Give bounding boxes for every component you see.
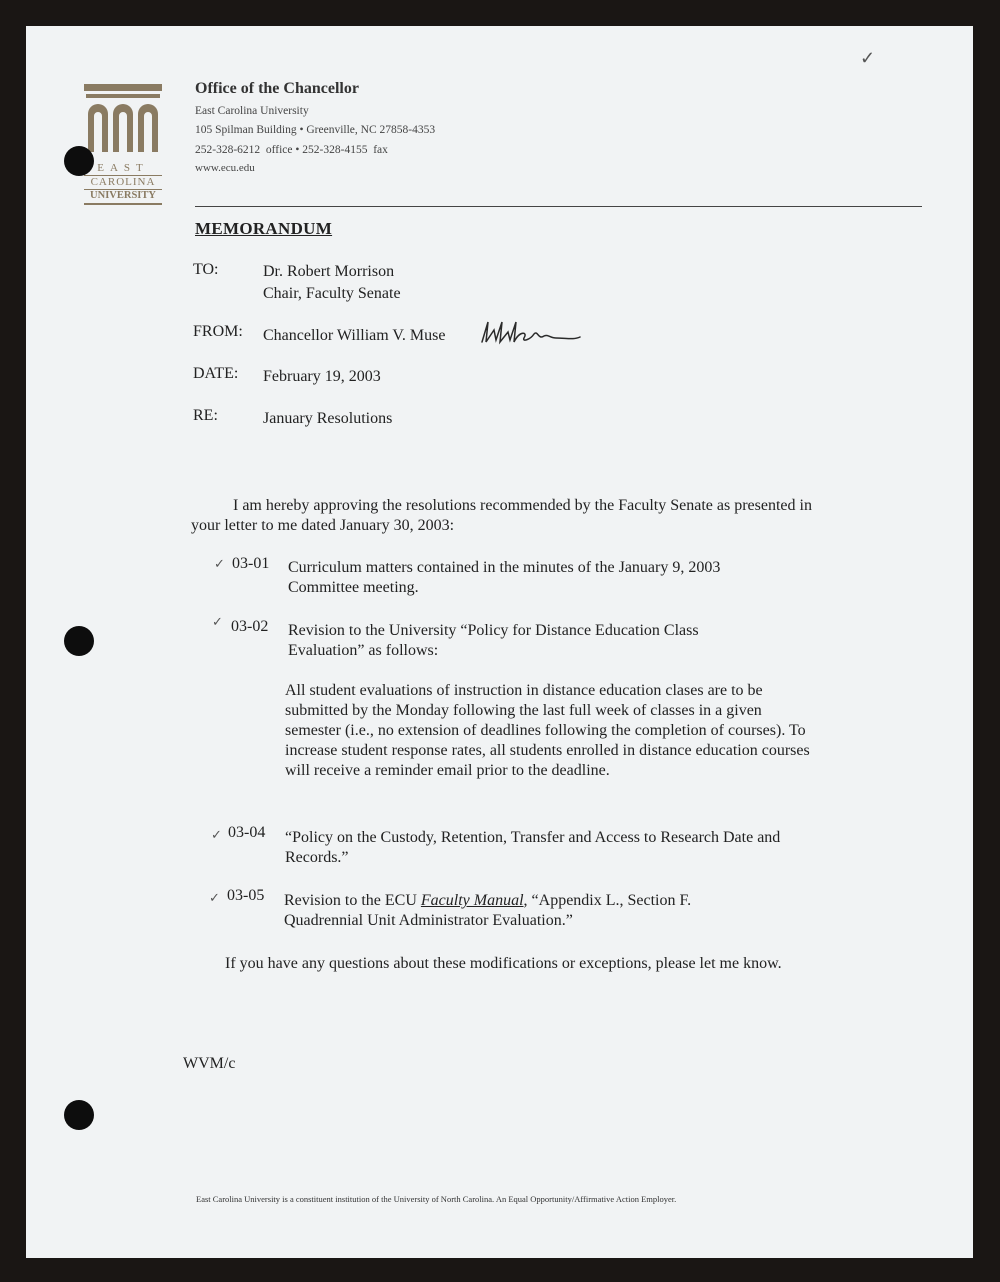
handwritten-signature bbox=[478, 316, 583, 350]
item-number: 03-02 bbox=[231, 618, 269, 635]
intro-paragraph: I am hereby approving the resolutions recommended by the Faculty Senate as presented in your letter to me dated January 30, 2003: bbox=[191, 497, 812, 534]
item-text-end: , “Appendix L., Section F. Quadrennial Unit Administrator Evaluation.” bbox=[284, 892, 692, 929]
address: 105 Spilman Building • Greenville, NC 27858-4353 bbox=[195, 124, 436, 136]
item-text bbox=[284, 891, 754, 931]
logo-word-east: EAST bbox=[97, 162, 149, 174]
re-value: January Resolutions bbox=[263, 410, 393, 427]
header-rule bbox=[195, 206, 922, 207]
item-text: Revision to the University “Policy for Distance Education Class Evaluation” as follows: bbox=[288, 622, 699, 659]
policy-paragraph: All student evaluations of instruction in distance education clases are to be submitted by the Monday following the last full week of classes in a given semester (i.e., no extension of deadlines following the completion of courses). To increase student response rates, all students enrolled in distance education courses will receive a reminder email prior to the deadline. bbox=[285, 682, 810, 779]
from-value: Chancellor William V. Muse bbox=[263, 327, 446, 344]
item-number: 03-01 bbox=[232, 555, 270, 572]
ecu-logo-mark bbox=[84, 84, 162, 156]
item-number: 03-05 bbox=[227, 887, 265, 904]
to-name: Dr. Robert Morrison bbox=[263, 263, 395, 280]
punch-hole bbox=[64, 1100, 94, 1130]
from-label: FROM: bbox=[193, 323, 243, 340]
office-title: Office of the Chancellor bbox=[195, 80, 359, 97]
check-mark-icon: ✓ bbox=[860, 48, 876, 68]
item-text-start: Revision to the ECU bbox=[284, 892, 421, 909]
closing-paragraph: If you have any questions about these modifications or exceptions, please let me know. bbox=[225, 955, 782, 972]
website: www.ecu.edu bbox=[195, 162, 255, 174]
memo-title: MEMORANDUM bbox=[195, 219, 333, 238]
re-label: RE: bbox=[193, 407, 218, 424]
date-label: DATE: bbox=[193, 365, 239, 382]
to-label: TO: bbox=[193, 261, 219, 278]
check-mark-icon: ✓ bbox=[211, 827, 222, 842]
punch-hole bbox=[64, 146, 94, 176]
logo-word-university: UNIVERSITY bbox=[90, 190, 156, 201]
phone-fax: 252-328-6212 office • 252-328-4155 fax bbox=[195, 144, 388, 156]
check-mark-icon: ✓ bbox=[212, 614, 223, 629]
logo-word-carolina: CAROLINA bbox=[90, 176, 156, 188]
university-name: East Carolina University bbox=[195, 105, 309, 117]
date-value: February 19, 2003 bbox=[263, 368, 381, 385]
check-mark-icon: ✓ bbox=[214, 556, 225, 571]
memo-page bbox=[26, 26, 973, 1258]
to-title: Chair, Faculty Senate bbox=[263, 285, 401, 302]
footer-text: East Carolina University is a constituent institution of the University of North Carolina. An Equal Opportunity/Affirmative Action Employer. bbox=[196, 1194, 677, 1204]
item-text: Curriculum matters contained in the minutes of the January 9, 2003 Committee meeting. bbox=[288, 559, 721, 596]
ecu-logo bbox=[84, 84, 162, 205]
item-text: “Policy on the Custody, Retention, Transfer and Access to Research Date and Records.” bbox=[285, 829, 781, 866]
punch-hole bbox=[64, 626, 94, 656]
initials: WVM/c bbox=[183, 1055, 236, 1072]
item-number: 03-04 bbox=[228, 824, 266, 841]
check-mark-icon: ✓ bbox=[209, 890, 220, 905]
faculty-manual-title: Faculty Manual bbox=[420, 892, 524, 909]
